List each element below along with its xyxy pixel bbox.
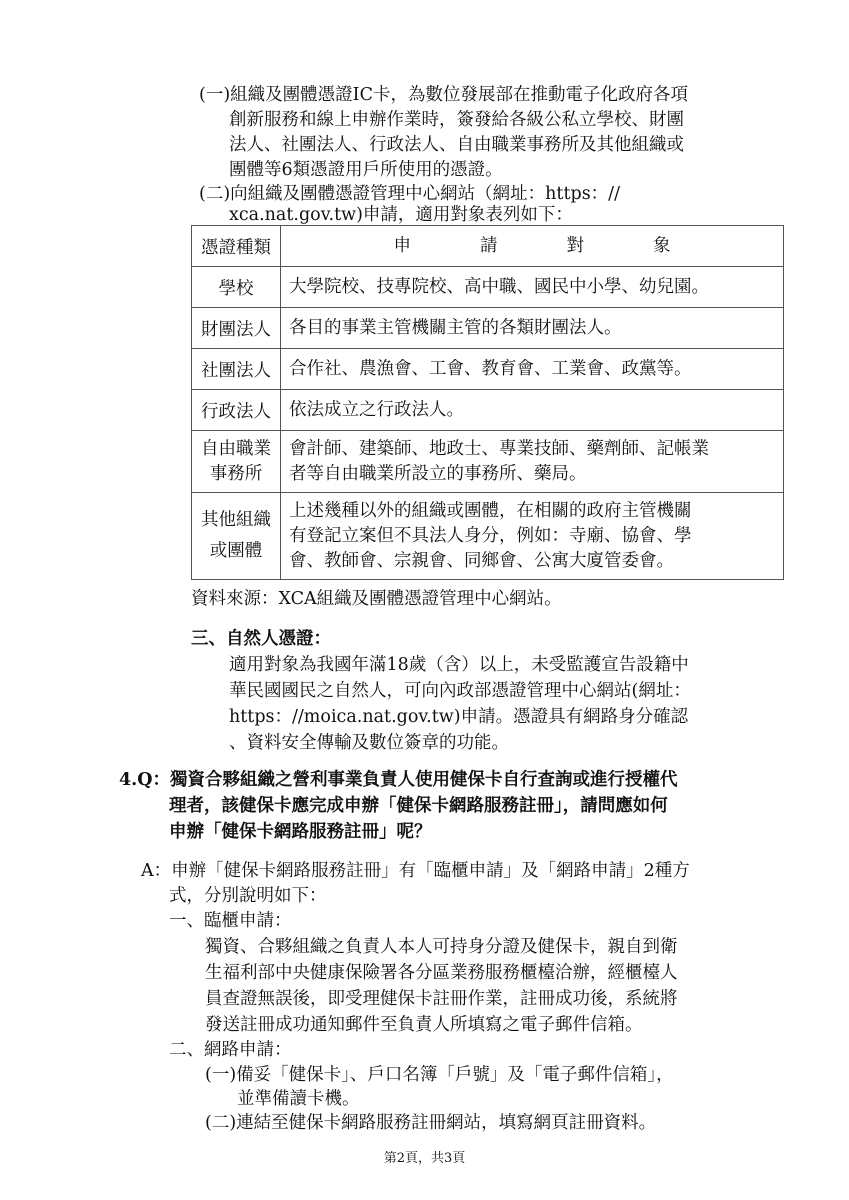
- answer-4-sub-2-item-1-line-2: 並準備讀卡機。: [237, 1089, 360, 1109]
- header-cert-type: 憑證種類: [192, 226, 281, 267]
- table-row: [192, 390, 784, 431]
- answer-4-sub-2-title: 二、網路申請：: [169, 1040, 292, 1060]
- row-type: 財團法人: [192, 308, 281, 349]
- section-3-line-1: 適用對象為我國年滿18歲（含）以上，未受監護宣告設籍中: [229, 655, 689, 675]
- para-2-line-1: (二)向組織及團體憑證管理中心網站（網址：https：//: [199, 184, 620, 204]
- certificate-table: [191, 225, 784, 580]
- table-row: [192, 267, 784, 308]
- question-4-line-3: 申辦「健保卡網路服務註冊」呢？: [169, 822, 432, 842]
- row-desc: 會計師、建築師、地政士、專業技師、藥劑師、記帳業 者等自由職業所設立的事務所、藥局。: [281, 431, 784, 493]
- row-type: 社團法人: [192, 349, 281, 390]
- row-desc: 大學院校、技專院校、高中職、國民中小學、幼兒園。: [281, 267, 784, 308]
- answer-4-line-2: 式，分別說明如下：: [169, 886, 327, 906]
- question-4-line-1: 4.Q：獨資合夥組織之營利事業負責人使用健保卡自行查詢或進行授權代: [119, 770, 678, 790]
- answer-4-sub-2-item-2: (二)連結至健保卡網路服務註冊網站，填寫網頁註冊資料。: [205, 1113, 657, 1133]
- row-type: 學校: [192, 267, 281, 308]
- table-source-note: 資料來源：XCA組織及團體憑證管理中心網站。: [191, 589, 562, 609]
- row-type: 自由職業 事務所: [192, 431, 281, 493]
- table-row: [192, 493, 784, 580]
- row-type: 其他組織 或團體: [192, 493, 281, 580]
- para-1-line-1: (一)組織及團體憑證IC卡，為數位發展部在推動電子化政府各項: [199, 85, 688, 105]
- row-desc: 依法成立之行政法人。: [281, 390, 784, 431]
- table-row: [192, 308, 784, 349]
- answer-4-sub-1-line-2: 生福利部中央健康保險署各分區業務服務櫃檯洽辦，經櫃檯人: [205, 963, 678, 983]
- para-1-line-4: 團體等6類憑證用戶所使用的憑證。: [229, 160, 503, 180]
- row-desc: 合作社、農漁會、工會、教育會、工業會、政黨等。: [281, 349, 784, 390]
- header-applicants: 申 請 對 象: [281, 226, 784, 267]
- question-4-line-2: 理者，該健保卡應完成申辦「健保卡網路服務註冊」，請問應如何: [169, 796, 668, 816]
- section-3-title: 三、自然人憑證：: [191, 629, 331, 649]
- para-1-line-3: 法人、社團法人、行政法人、自由職業事務所及其他組織或: [229, 135, 684, 155]
- section-3-line-4: 、資料安全傳輸及數位簽章的功能。: [229, 733, 509, 753]
- answer-4-sub-2-item-1-line-1: (一)備妥「健保卡」、戶口名簿「戶號」及「電子郵件信箱」，: [205, 1065, 674, 1085]
- para-1-line-2: 創新服務和線上申辦作業時，簽發給各級公私立學校、財團: [229, 110, 684, 130]
- section-3-line-2: 華民國國民之自然人，可向內政部憑證管理中心網站(網址：: [229, 681, 691, 701]
- table-header-row: [192, 226, 784, 267]
- answer-4-sub-1-line-4: 發送註冊成功通知郵件至負責人所填寫之電子郵件信箱。: [205, 1015, 643, 1035]
- row-desc: 上述幾種以外的組織或團體，在相關的政府主管機關 有登記立案但不具法人身分，例如：寺廟、協會、學 會、教師會、宗親會、同鄉會、公寓大廈管委會。: [281, 493, 784, 580]
- answer-4-sub-1-title: 一、臨櫃申請：: [169, 911, 292, 931]
- answer-4-sub-1-line-1: 獨資、合夥組織之負責人本人可持身分證及健保卡，親自到衛: [205, 937, 678, 957]
- answer-4-line-1: A：申辦「健保卡網路服務註冊」有「臨櫃申請」及「網路申請」2種方: [141, 861, 690, 881]
- section-3-line-3: https：//moica.nat.gov.tw)申請。憑證具有網路身分確認: [229, 707, 689, 727]
- page-footer: 第2頁，共3頁: [383, 1151, 466, 1166]
- row-type: 行政法人: [192, 390, 281, 431]
- table-row: [192, 349, 784, 390]
- answer-4-sub-1-line-3: 員查證無誤後，即受理健保卡註冊作業，註冊成功後，系統將: [205, 989, 678, 1009]
- row-desc: 各目的事業主管機關主管的各類財團法人。: [281, 308, 784, 349]
- para-2-line-2: xca.nat.gov.tw)申請，適用對象表列如下：: [229, 205, 573, 225]
- table-row: [192, 431, 784, 493]
